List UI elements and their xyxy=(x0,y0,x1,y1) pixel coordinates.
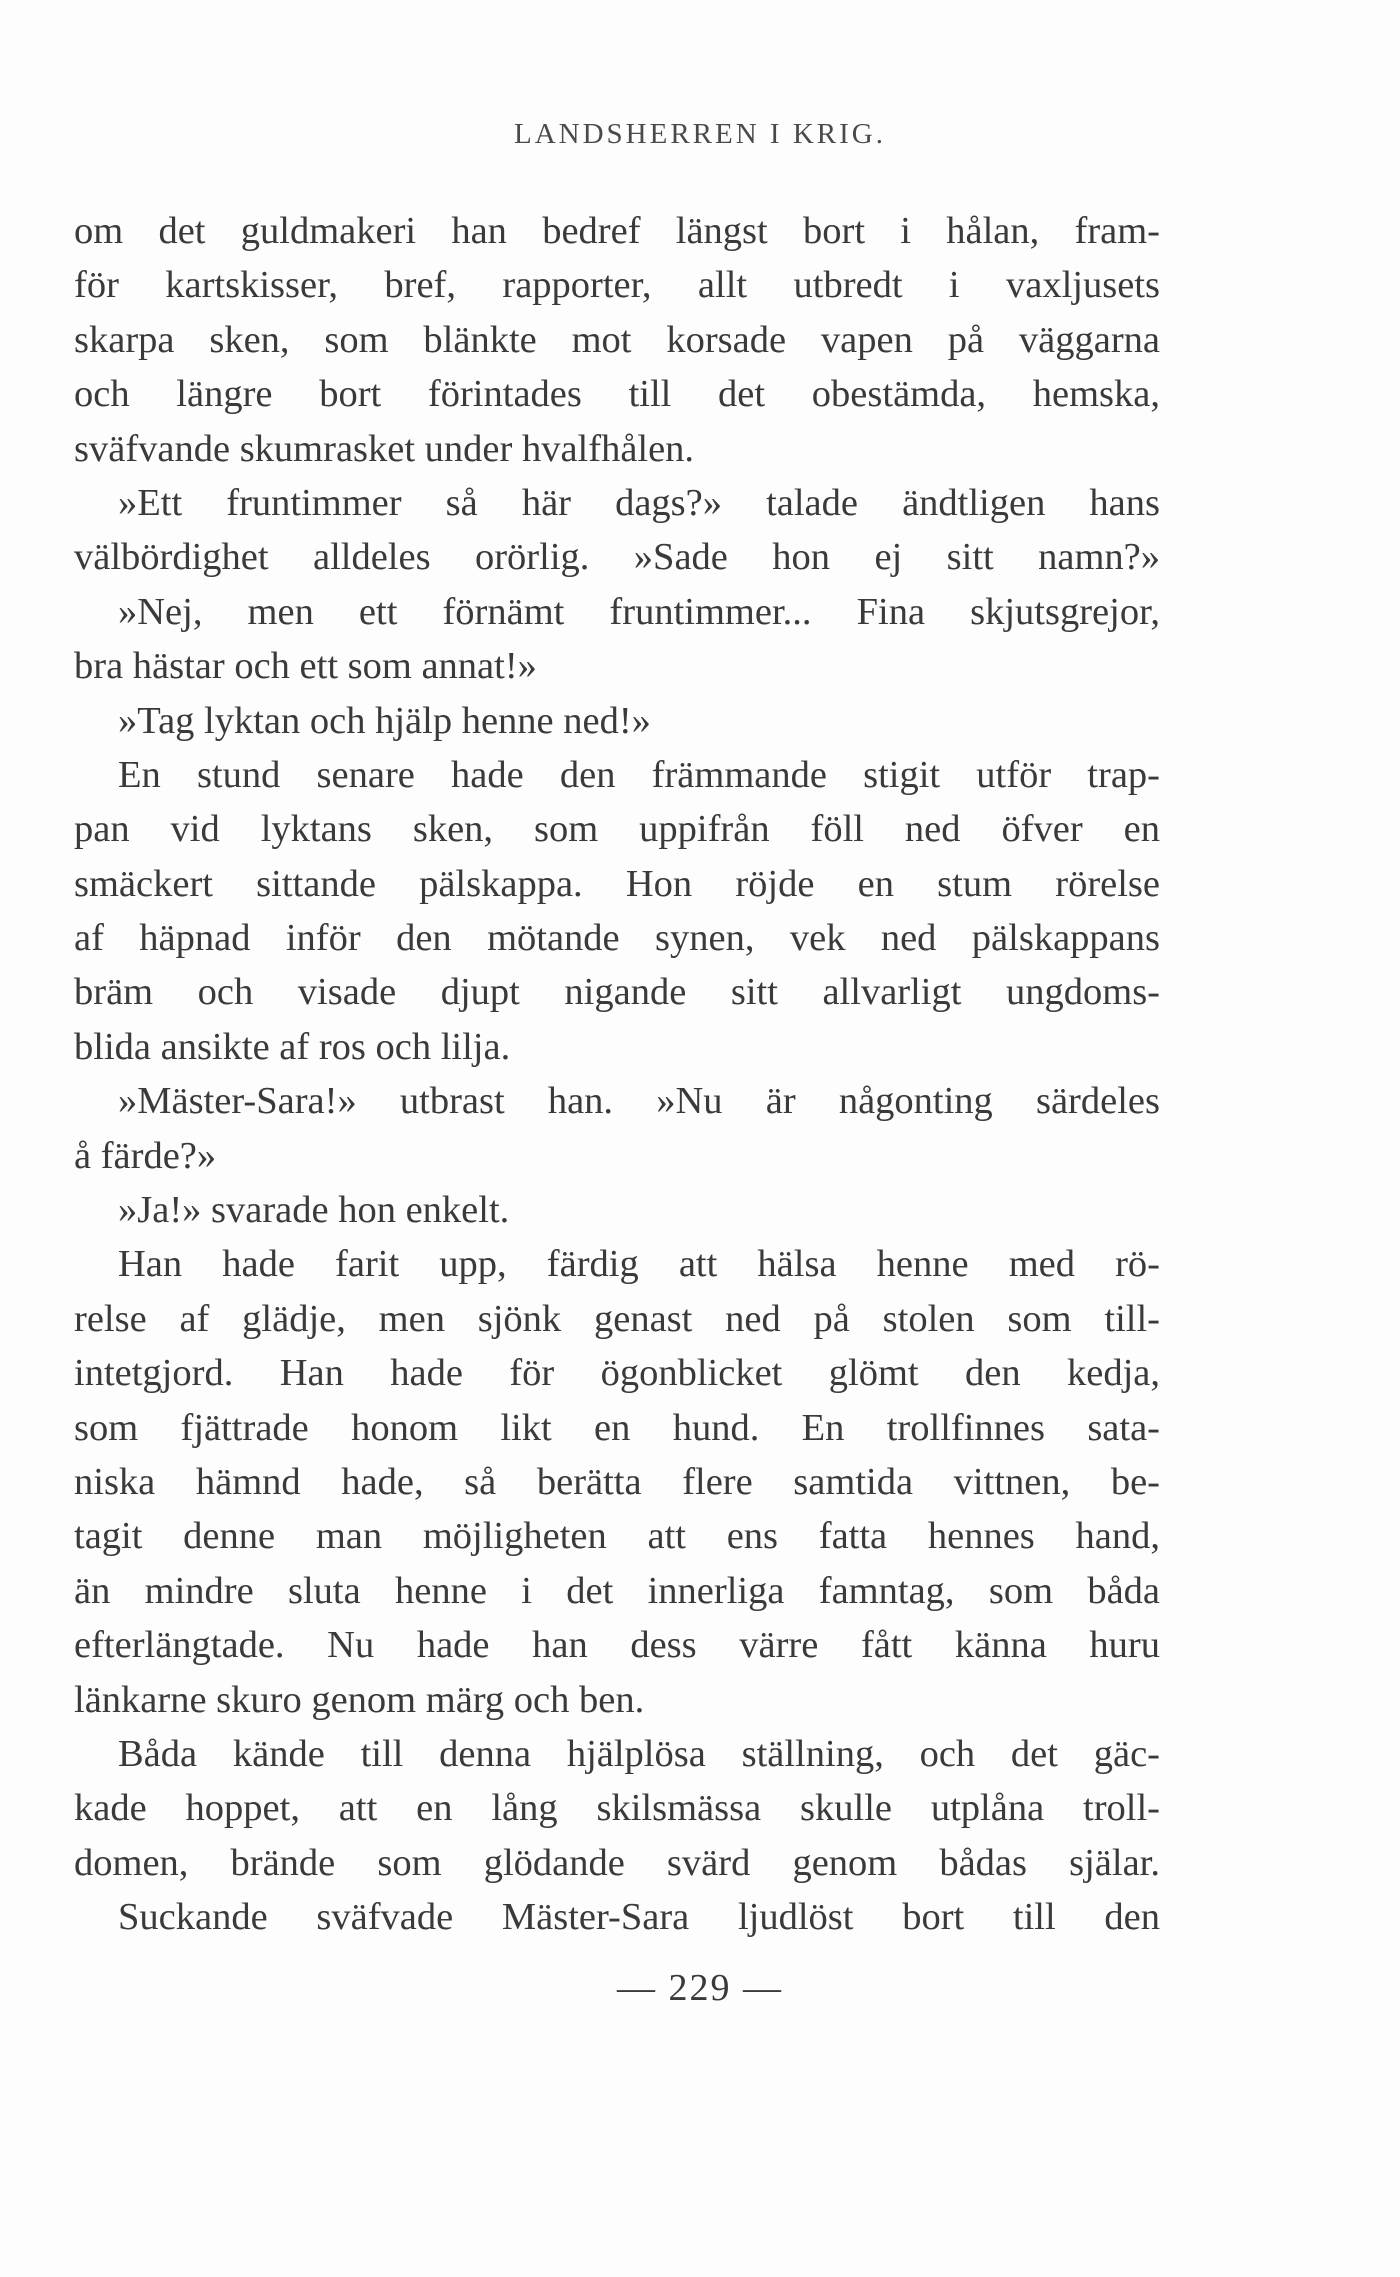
text-line: än mindre sluta henne i det innerliga famntag, som båda xyxy=(74,1569,1160,1612)
text-line: »Nej, men ett förnämt fruntimmer... Fina skjutsgrejor, xyxy=(118,590,1160,633)
text-line: och längre bort förintades till det obestämda, hemska, xyxy=(74,373,1160,416)
text-line: kade hoppet, att en lång skilsmässa skulle utplåna troll- xyxy=(74,1787,1160,1830)
text-line: å färde?» xyxy=(74,1134,217,1177)
text-line: bräm och visade djupt nigande sitt allvarligt ungdoms- xyxy=(74,971,1160,1014)
text-line: »Mäster-Sara!» utbrast han. »Nu är någonting särdeles xyxy=(118,1080,1160,1123)
text-line: Han hade farit upp, färdig att hälsa henne med rö- xyxy=(118,1243,1160,1286)
text-line: intetgjord. Han hade för ögonblicket glömt den kedja, xyxy=(74,1352,1160,1395)
text-line: »Tag lyktan och hjälp henne ned!» xyxy=(118,699,651,742)
text-line: välbördighet alldeles orörlig. »Sade hon ej sitt namn?» xyxy=(74,536,1160,579)
text-line: skarpa sken, som blänkte mot korsade vapen på väggarna xyxy=(74,318,1160,361)
page-number: — 229 — xyxy=(617,1967,783,2009)
text-line: sväfvande skumrasket under hvalfhålen. xyxy=(74,427,695,470)
text-line: som fjättrade honom likt en hund. En trollfinnes sata- xyxy=(74,1406,1160,1449)
text-line: domen, brände som glödande svärd genom bådas själar. xyxy=(74,1841,1160,1884)
text-line: bra hästar och ett som annat!» xyxy=(74,645,537,688)
text-line: för kartskisser, bref, rapporter, allt utbredt i vaxljusets xyxy=(74,264,1160,307)
text-line: tagit denne man möjligheten att ens fatta hennes hand, xyxy=(74,1515,1160,1558)
text-line: blida ansikte af ros och lilja. xyxy=(74,1025,511,1068)
text-line: relse af glädje, men sjönk genast ned på stolen som till- xyxy=(74,1297,1160,1340)
text-line: om det guldmakeri han bedref längst bort i hålan, fram- xyxy=(74,210,1160,252)
text-line: »Ja!» svarade hon enkelt. xyxy=(118,1189,510,1232)
text-line: efterlängtade. Nu hade han dess värre fått känna huru xyxy=(74,1624,1160,1667)
text-line: pan vid lyktans sken, som uppifrån föll ned öfver en xyxy=(74,808,1160,851)
text-line: niska hämnd hade, så berätta flere samtida vittnen, be- xyxy=(74,1460,1160,1503)
text-line: Båda kände till denna hjälplösa ställning, och det gäc- xyxy=(118,1732,1160,1775)
text-line: En stund senare hade den främmande stigit utför trap- xyxy=(118,753,1160,796)
running-title: LANDSHERREN I KRIG. xyxy=(514,118,886,150)
text-line: af häpnad inför den mötande synen, vek ned pälskappans xyxy=(74,917,1160,960)
text-line: Suckande sväfvade Mäster-Sara ljudlöst bort till den xyxy=(118,1896,1160,1939)
body-text xyxy=(74,204,1160,1945)
text-line: smäckert sittande pälskappa. Hon röjde en stum rörelse xyxy=(74,862,1160,905)
text-line: »Ett fruntimmer så här dags?» talade ändtligen hans xyxy=(118,481,1160,524)
text-line: länkarne skuro genom märg och ben. xyxy=(74,1678,645,1721)
